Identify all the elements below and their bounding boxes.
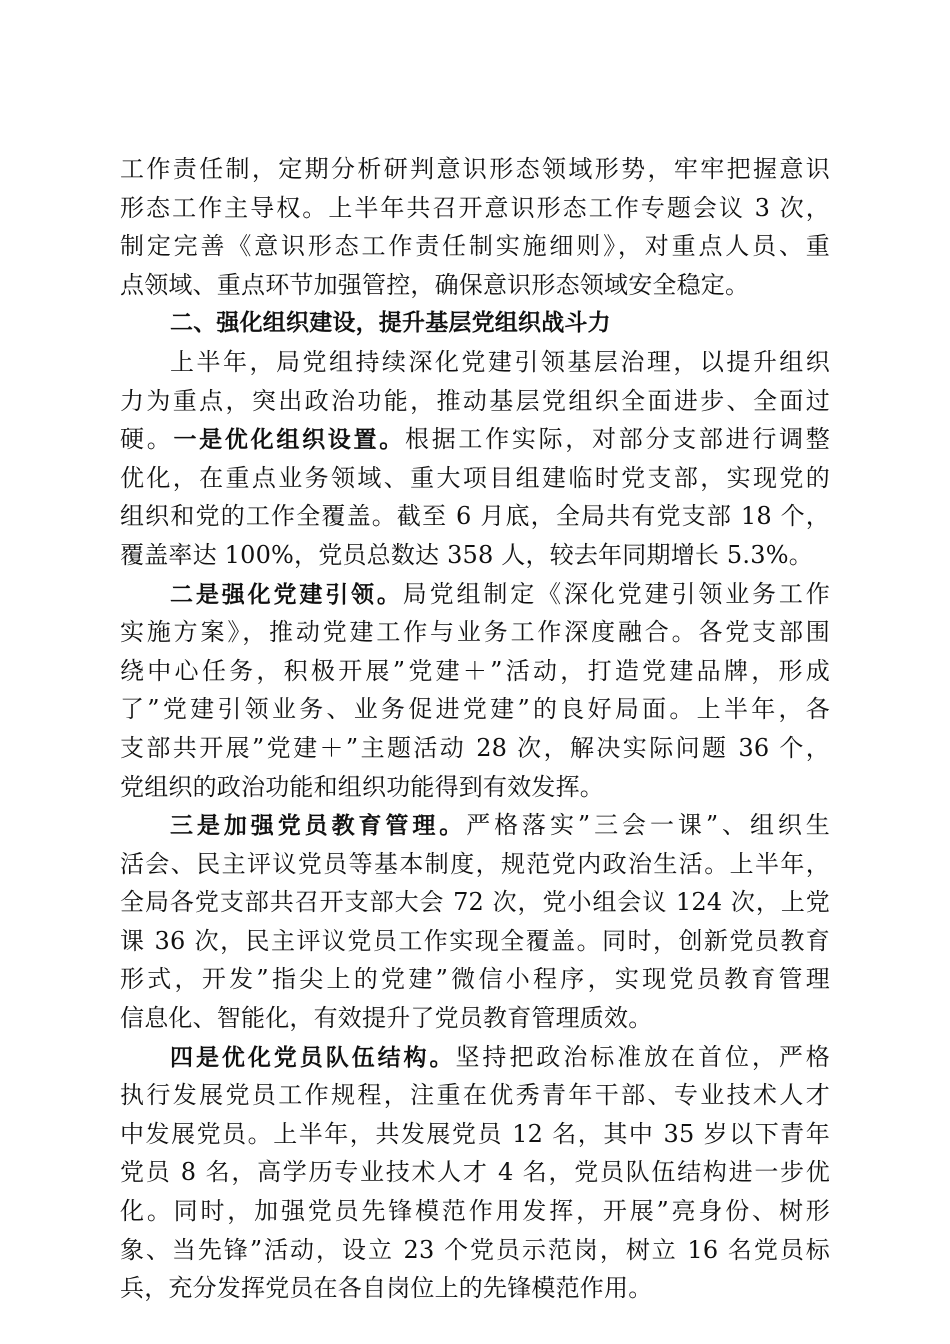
text-line [120,1038,830,1077]
text-line: 中发展党员。上半年，共发展党员 12 名，其中 35 岁以下青年 [120,1119,830,1148]
bold-lead: 四是优化党员队伍结构。 [170,1044,456,1071]
bold-lead: 二是强化党建引领。 [170,581,403,608]
text-fragment: 根据工作实际，对部分支部进行调整 [404,425,831,454]
paragraph-member-education [120,806,830,1038]
bold-lead: 一是优化组织设置。 [173,427,405,454]
text-line [120,420,830,459]
section-heading: 二、强化组织建设，提升基层党组织战斗力 [170,310,611,337]
text-fragment: 严格落实”三会一课”、组织生 [466,811,830,840]
text-line: 化。同时，加强党员先锋模范作用发挥，开展”亮身份、树形 [120,1197,830,1226]
text-line: 覆盖率达 100%，党员总数达 358 人，较去年同期增长 5.3%。 [120,540,813,569]
text-line: 实施方案》，推动党建工作与业务工作深度融合。各党支部围 [120,618,830,647]
text-line: 兵，充分发挥党员在各自岗位上的先锋模范作用。 [120,1274,653,1303]
text-line: 组织和党的工作全覆盖。截至 6 月底，全局共有党支部 18 个， [120,502,830,531]
text-fragment: 坚持把政治标准放在首位，严格 [455,1042,830,1071]
text-line: 力为重点，突出政治功能，推动基层党组织全面进步、全面过 [120,386,830,415]
paragraph-member-structure [120,1038,830,1308]
text-line: 形态工作主导权。上半年共召开意识形态工作专题会议 3 次， [120,193,830,222]
bold-lead: 三是加强党员教育管理。 [170,813,467,840]
text-line: 党员 8 名，高学历专业技术人才 4 名，党员队伍结构进一步优 [120,1158,830,1187]
text-line: 活会、民主评议党员等基本制度，规范党内政治生活。上半年， [120,849,830,878]
paragraph-ideology [120,150,830,304]
paragraph-organization [120,343,830,575]
text-line: 上半年，局党组持续深化党建引领基层治理，以提升组织 [170,347,830,376]
text-line: 信息化、智能化，有效提升了党员教育管理质效。 [120,1004,653,1033]
document-body [120,150,830,1308]
text-line: 执行发展党员工作规程，注重在优秀青年干部、专业技术人才 [120,1081,830,1110]
text-line: 形式，开发”指尖上的党建”微信小程序，实现党员教育管理 [120,965,830,994]
text-line: 绕中心任务，积极开展”党建＋”活动，打造党建品牌，形成 [120,656,830,685]
text-fragment: 局党组制定《深化党建引领业务工作 [402,579,830,608]
text-line: 工作责任制，定期分析研判意识形态领域形势，牢牢把握意识 [120,155,830,183]
text-line: 优化，在重点业务领域、重大项目组建临时党支部，实现党的 [120,463,830,492]
text-line: 支部共开展”党建＋”主题活动 28 次，解决实际问题 36 个， [120,733,830,762]
text-line: 党组织的政治功能和组织功能得到有效发挥。 [120,772,604,801]
text-line: 全局各党支部共召开支部大会 72 次，党小组会议 124 次，上党 [120,888,830,917]
paragraph-party-leading [120,575,830,807]
text-line: 点领域、重点环节加强管控，确保意识形态领域安全稳定。 [120,270,750,299]
text-line: 课 36 次，民主评议党员工作实现全覆盖。同时，创新党员教育 [120,926,830,955]
text-line: 象、当先锋”活动，设立 23 个党员示范岗，树立 16 名党员标 [120,1235,830,1264]
text-fragment: 硬。 [120,425,174,454]
text-line [120,575,830,614]
text-line [120,806,830,845]
text-line: 制定完善《意识形态工作责任制实施细则》，对重点人员、重 [120,232,830,261]
text-line: 了”党建引领业务、业务促进党建”的良好局面。上半年，各 [120,695,830,724]
